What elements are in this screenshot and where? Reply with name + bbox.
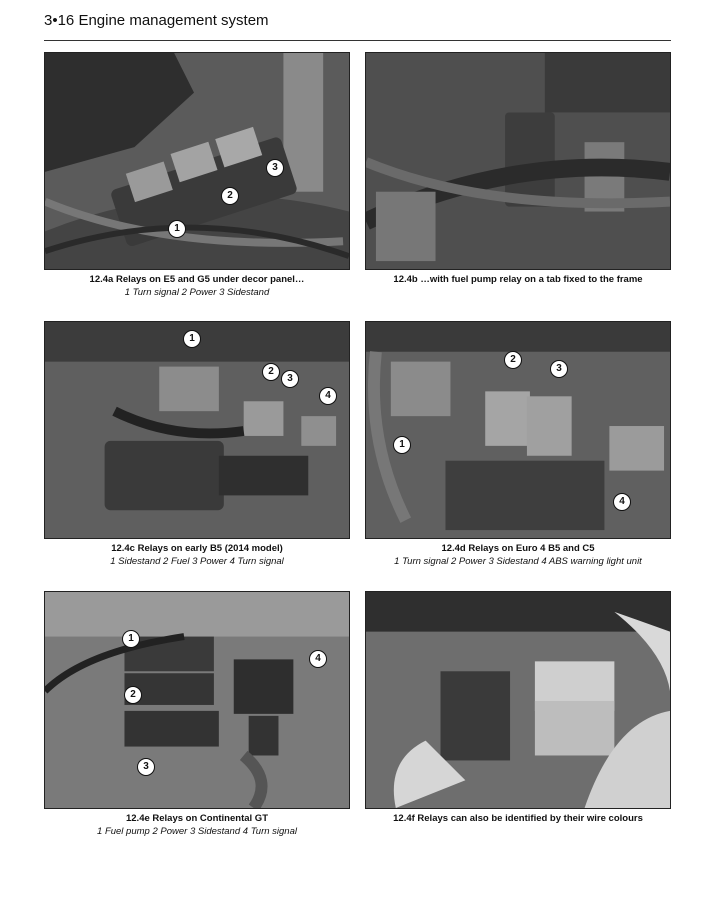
- photo-12-4c: [44, 321, 350, 539]
- callout-3: 3: [266, 159, 284, 177]
- callout-4: 4: [319, 387, 337, 405]
- caption-title: 12.4a Relays on E5 and G5 under decor panel…: [89, 274, 305, 285]
- caption-title: 12.4f Relays can also be identified by their wire colours: [393, 813, 643, 824]
- callout-3: 3: [550, 360, 568, 378]
- caption-title: 12.4b …with fuel pump relay on a tab fixed to the frame: [393, 274, 643, 285]
- caption-title: 12.4d Relays on Euro 4 B5 and C5: [441, 543, 595, 554]
- callout-1: 1: [393, 436, 411, 454]
- caption-12-4d: [365, 542, 671, 569]
- caption-12-4a: [44, 273, 350, 300]
- page-header: [44, 10, 671, 41]
- callout-2: 2: [221, 187, 239, 205]
- caption-12-4b: [365, 273, 671, 286]
- caption-legend: 1 Turn signal 2 Power 3 Sidestand: [124, 287, 270, 298]
- callout-2: 2: [262, 363, 280, 381]
- caption-12-4f: [365, 812, 671, 825]
- callout-1: 1: [122, 630, 140, 648]
- callout-2: 2: [504, 351, 522, 369]
- callout-1: 1: [168, 220, 186, 238]
- photo-12-4a: [44, 52, 350, 270]
- callout-4: 4: [309, 650, 327, 668]
- caption-legend: 1 Turn signal 2 Power 3 Sidestand 4 ABS warning light unit: [394, 556, 642, 567]
- photo-12-4d: [365, 321, 671, 539]
- callout-2: 2: [124, 686, 142, 704]
- caption-12-4c: [44, 542, 350, 569]
- page-title: 3•16 Engine management system: [44, 12, 269, 29]
- photo-12-4e: [44, 591, 350, 809]
- callout-4: 4: [613, 493, 631, 511]
- caption-title: 12.4e Relays on Continental GT: [125, 813, 268, 824]
- callout-1: 1: [183, 330, 201, 348]
- photo-12-4f: [365, 591, 671, 809]
- caption-title: 12.4c Relays on early B5 (2014 model): [111, 543, 283, 554]
- caption-legend: 1 Fuel pump 2 Power 3 Sidestand 4 Turn signal: [97, 826, 297, 837]
- photo-12-4b: [365, 52, 671, 270]
- callout-3: 3: [137, 758, 155, 776]
- callout-3: 3: [281, 370, 299, 388]
- caption-legend: 1 Sidestand 2 Fuel 3 Power 4 Turn signal: [110, 556, 284, 567]
- caption-12-4e: [44, 812, 350, 839]
